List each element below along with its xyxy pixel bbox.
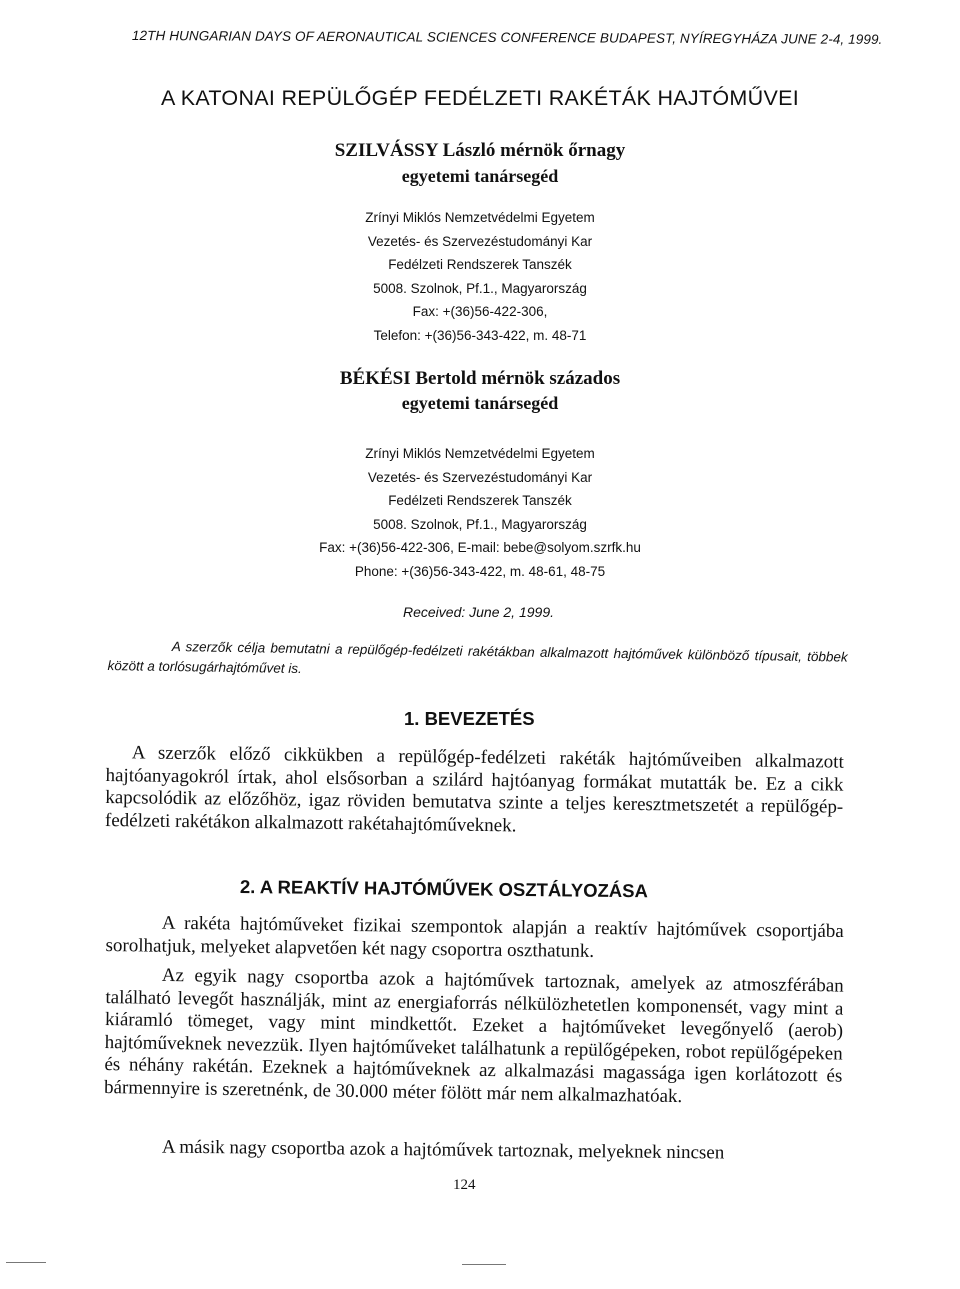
affiliation-line: Vezetés- és Szervezéstudományi Kar [367, 233, 593, 249]
affiliation-line: Phone: +(36)56-343-422, m. 48-61, 48-75 [354, 563, 606, 579]
body-paragraph: A rakéta hajtóműveket fizikai szempontok alapján a reaktív hajtóművek csoportjába sorolhatjuk, melyeket alapvetően két nagy csoportra oszthatunk. [105, 912, 844, 962]
page-number: 124 [453, 1177, 476, 1193]
body-paragraph: A szerzők előző cikkükben a repülőgép-fedélzeti rakéták hajtóműveiben alkalmazott hajtóanyagokról írtak, ahol elsősorban a szilárd hajtóanyag formákat mutatták be. Ez a cikk kapcsolódik az előzőhöz, igaz röviden bemutatva szinte a teljes keresztmetszetét a repülőgép-fedélzeti rakétákon alkalmazott rakétahajtóműveknek. [104, 742, 844, 836]
section-heading: 2. A REAKTÍV HAJTÓMŰVEK OSZTÁLYOZÁSA [239, 876, 649, 902]
conference-header: 12TH HUNGARIAN DAYS OF AERONAUTICAL SCIENCES CONFERENCE BUDAPEST, NYÍREGYHÁZA JUNE 2-4, 1999. [131, 28, 883, 47]
author-role: egyetemi tanársegéd [401, 393, 559, 413]
author-name: SZILVÁSSY László mérnök őrnagy [334, 140, 626, 161]
paper-title: A KATONAI REPÜLŐGÉP FEDÉLZETI RAKÉTÁK HAJTÓMŰVEI [160, 86, 800, 110]
affiliation-line: 5008. Szolnok, Pf.1., Magyarország [373, 516, 587, 532]
body-paragraph: A másik nagy csoportba azok a hajtóművek tartoznak, melyeknek nincsen [161, 1136, 725, 1164]
affiliation-line: Zrínyi Miklós Nemzetvédelmi Egyetem [365, 446, 595, 461]
abstract: A szerzők célja bemutatni a repülőgép-fedélzeti rakétákban alkalmazott hajtóművek különböző típusait, többek között a torlósugárhajtóművet is. [107, 639, 848, 677]
author-affiliation [0, 206, 960, 347]
body-paragraph: Az egyik nagy csoportba azok a hajtóművek tartoznak, amelyek az atmoszférában található levegőt használják, mint az energiaforrás nélkülözhetetlen komponensét, vagy mint a kiáramló tömeget, vagy mint mindkettőt. Ezeket a hajtóműveket levegőnyelő (aerob) hajtóműveknek nevezzük. Ilyen hajtóműveket találhatunk a repülőgépeken, robot repülőgépeken és néhány rakétán. Ezeknek a hajtóműveknek az alkalmazási magassága igen korlátozott és bármennyire is szeretnénk, de 30.000 méter fölött már nem alkalmazhatóak. [103, 964, 844, 1107]
affiliation-line: Fax: +(36)56-422-306, E-mail: bebe@solyom.szrfk.hu [319, 540, 641, 555]
scan-artifact [462, 1264, 506, 1265]
affiliation-line: 5008. Szolnok, Pf.1., Magyarország [373, 280, 587, 296]
author-role: egyetemi tanársegéd [401, 166, 559, 186]
section-heading: 1. BEVEZETÉS [404, 708, 535, 729]
affiliation-line: Vezetés- és Szervezéstudományi Kar [367, 469, 593, 485]
affiliation-line: Fax: +(36)56-422-306, [412, 304, 548, 319]
author-affiliation [0, 442, 960, 583]
affiliation-line: Fedélzeti Rendszerek Tanszék [388, 493, 572, 508]
affiliation-line: Zrínyi Miklós Nemzetvédelmi Egyetem [365, 210, 595, 225]
affiliation-line: Fedélzeti Rendszerek Tanszék [388, 257, 572, 272]
affiliation-line: Telefon: +(36)56-343-422, m. 48-71 [373, 327, 587, 343]
author-name: BÉKÉSI Bertold mérnök százados [339, 368, 621, 389]
received-date: Received: June 2, 1999. [403, 604, 554, 620]
scan-artifact [6, 1262, 46, 1263]
